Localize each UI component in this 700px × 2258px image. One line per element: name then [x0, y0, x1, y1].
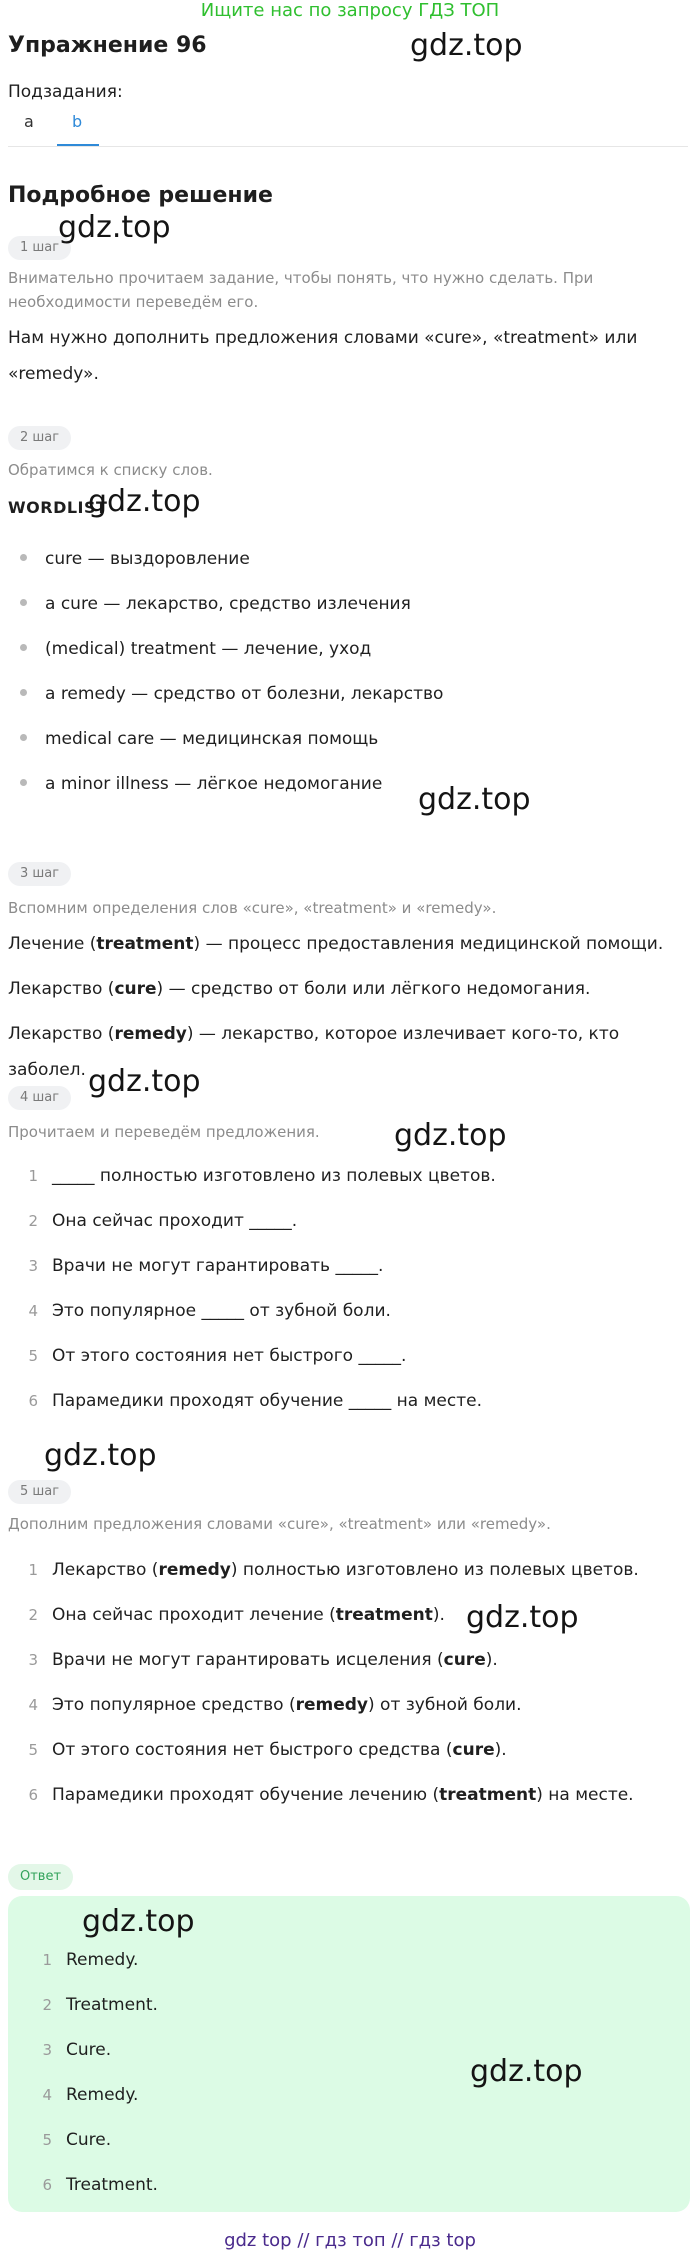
step-text: Нам нужно дополнить предложения словами «cure», «treatment» или «remedy».	[8, 328, 638, 384]
watermark: gdz.top	[466, 1600, 579, 1635]
list-item: 4 Это популярное _____ от зубной боли.	[28, 1301, 391, 1321]
watermark: gdz.top	[88, 484, 201, 519]
bullet-icon	[20, 689, 27, 696]
answer-badge: Ответ	[8, 1864, 73, 1890]
step-description: Вспомним определения слов «cure», «treatment» и «remedy».	[8, 899, 497, 917]
tab-b[interactable]: b	[72, 112, 83, 131]
watermark: gdz.top	[470, 2054, 583, 2089]
footer-links[interactable]: gdz top // гдз топ // гдз top	[224, 2230, 476, 2251]
subtasks-label: Подзадания:	[8, 82, 123, 102]
list-item: cure — выздоровление	[20, 549, 250, 569]
watermark: gdz.top	[58, 210, 171, 245]
watermark: gdz.top	[394, 1118, 507, 1153]
list-item: 1 _____ полностью изготовлено из полевых цветов.	[28, 1166, 496, 1186]
divider	[8, 146, 688, 147]
bullet-icon	[20, 644, 27, 651]
search-banner: Ищите нас по запросу ГДЗ ТОП	[200, 0, 500, 21]
list-item: 1 Лекарство (remedy) полностью изготовлено из полевых цветов.	[28, 1560, 639, 1580]
watermark: gdz.top	[410, 28, 523, 63]
list-item: 5 От этого состояния нет быстрого _____.	[28, 1346, 407, 1366]
watermark: gdz.top	[88, 1064, 201, 1099]
bullet-icon	[20, 599, 27, 606]
solution-heading: Подробное решение	[8, 183, 273, 208]
step-description: Прочитаем и переведём предложения.	[8, 1123, 320, 1141]
answer-item: 4 Remedy.	[42, 2085, 139, 2105]
answer-item: 6 Treatment.	[42, 2175, 158, 2195]
list-item: 4 Это популярное средство (remedy) от зубной боли.	[28, 1695, 522, 1715]
definition-1: Лечение (treatment) — процесс предоставления медицинской помощи.	[8, 934, 664, 954]
step-badge: 3 шаг	[8, 862, 71, 886]
step-description: Дополним предложения словами «cure», «treatment» или «remedy».	[8, 1515, 551, 1533]
step-badge: 5 шаг	[8, 1480, 71, 1504]
page-title: Упражнение 96	[8, 33, 207, 58]
answer-item: 3 Cure.	[42, 2040, 112, 2060]
step-description: Внимательно прочитаем задание, чтобы понять, что нужно сделать. При необходимости переведём его.	[8, 269, 594, 311]
list-item: medical care — медицинская помощь	[20, 729, 378, 749]
list-item: 2 Она сейчас проходит лечение (treatment).	[28, 1605, 445, 1625]
bullet-icon	[20, 734, 27, 741]
watermark: gdz.top	[44, 1438, 157, 1473]
answer-item: 5 Cure.	[42, 2130, 112, 2150]
wordlist-label: WORDLIST	[8, 498, 108, 517]
tab-a[interactable]: a	[24, 112, 34, 131]
bullet-icon	[20, 779, 27, 786]
list-item: 6 Парамедики проходят обучение _____ на месте.	[28, 1391, 482, 1411]
list-item: 6 Парамедики проходят обучение лечению (treatment) на месте.	[28, 1785, 634, 1805]
bullet-icon	[20, 554, 27, 561]
list-item: 3 Врачи не могут гарантировать исцеления (cure).	[28, 1650, 498, 1670]
definition-3: Лекарство (remedy) — лекарство, которое излечивает кого-то, кто заболел.	[8, 1024, 620, 1080]
step-badge: 4 шаг	[8, 1086, 71, 1110]
watermark: gdz.top	[418, 782, 531, 817]
answer-item: 2 Treatment.	[42, 1995, 158, 2015]
list-item: 2 Она сейчас проходит _____.	[28, 1211, 298, 1231]
list-item: 5 От этого состояния нет быстрого средства (cure).	[28, 1740, 507, 1760]
list-item: a cure — лекарство, средство излечения	[20, 594, 411, 614]
step-badge: 2 шаг	[8, 426, 71, 450]
step-description: Обратимся к списку слов.	[8, 461, 213, 479]
watermark: gdz.top	[82, 1904, 195, 1939]
step-badge: 1 шаг	[8, 236, 71, 260]
definition-2: Лекарство (cure) — средство от боли или лёгкого недомогания.	[8, 979, 591, 999]
list-item: (medical) treatment — лечение, уход	[20, 639, 371, 659]
list-item: a minor illness — лёгкое недомогание	[20, 774, 382, 794]
list-item: 3 Врачи не могут гарантировать _____.	[28, 1256, 384, 1276]
answer-item: 1 Remedy.	[42, 1950, 139, 1970]
list-item: a remedy — средство от болезни, лекарство	[20, 684, 443, 704]
